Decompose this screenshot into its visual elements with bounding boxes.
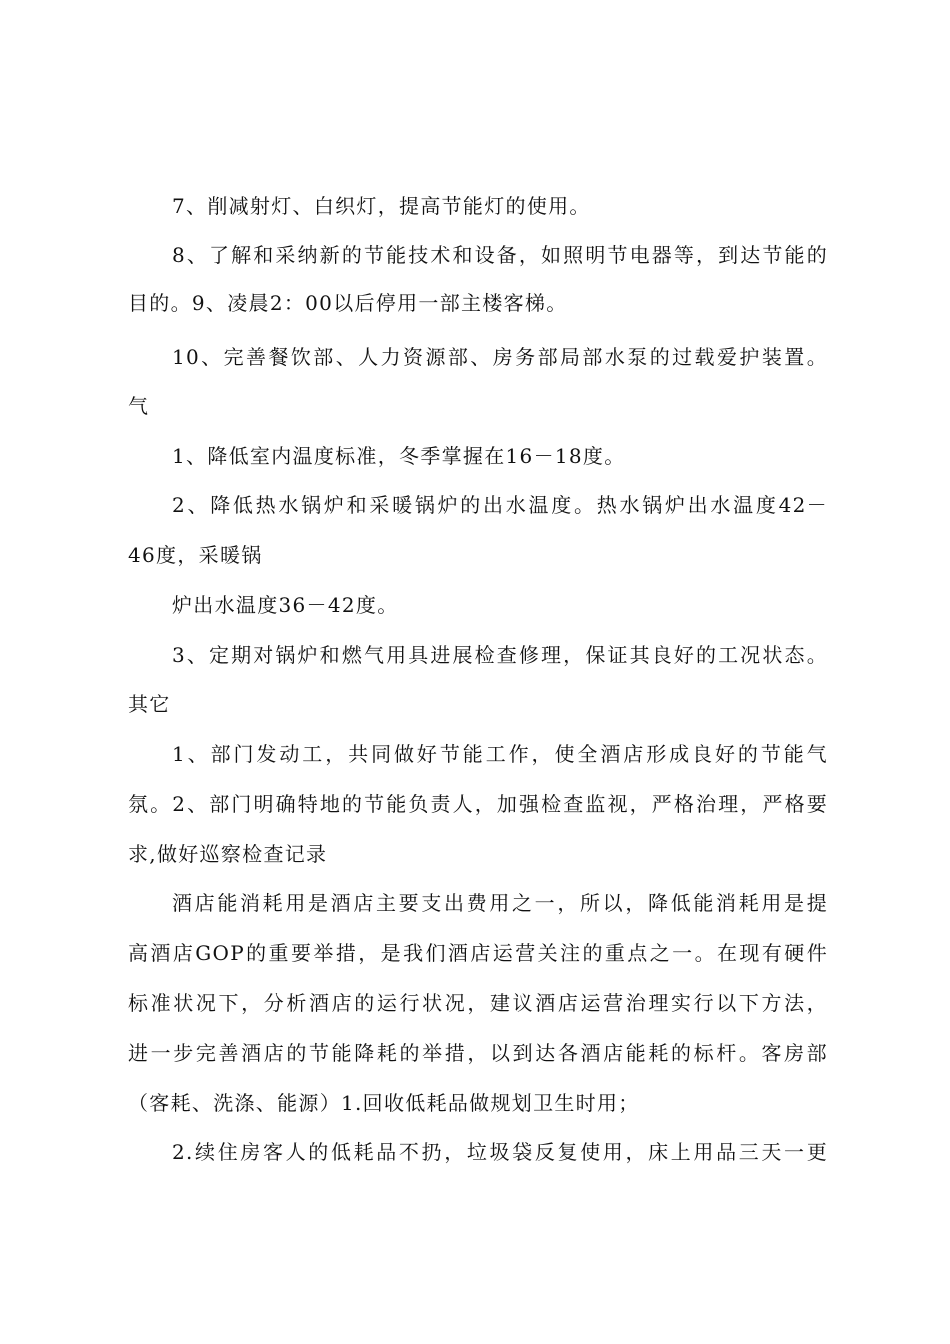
- text-line: 求,做好巡察检查记录: [128, 842, 328, 866]
- text-line: 酒店能消耗用是酒店主要支出费用之一，所以，降低能消耗用是提: [172, 891, 828, 915]
- text-line: 2、降低热水锅炉和采暖锅炉的出水温度。热水锅炉出水温度42－: [172, 493, 828, 517]
- text-line: 氛。2、部门明确特地的节能负责人，加强检查监视，严格治理，严格要: [128, 792, 828, 816]
- text-line: 8、了解和采纳新的节能技术和设备，如照明节电器等，到达节能的: [172, 243, 828, 267]
- text-line: 进一步完善酒店的节能降耗的举措，以到达各酒店能耗的标杆。客房部: [128, 1041, 828, 1065]
- text-line: 46度，采暖锅: [128, 543, 263, 567]
- text-line: 目的。9、凌晨2：00以后停用一部主楼客梯。: [128, 291, 568, 315]
- text-line: （客耗、洗涤、能源）1.回收低耗品做规划卫生时用；: [128, 1091, 640, 1115]
- text-line: 10、完善餐饮部、人力资源部、房务部局部水泵的过载爱护装置。: [172, 345, 828, 369]
- text-line: 高酒店GOP的重要举措，是我们酒店运营关注的重点之一。在现有硬件: [128, 941, 828, 965]
- text-line: 2.续住房客人的低耗品不扔，垃圾袋反复使用，床上用品三天一更: [172, 1140, 828, 1164]
- text-line: 炉出水温度36－42度。: [172, 593, 399, 617]
- text-line: 其它: [128, 692, 171, 716]
- text-line: 7、削减射灯、白织灯，提高节能灯的使用。: [172, 194, 591, 218]
- text-line: 气: [128, 394, 150, 418]
- text-line: 1、降低室内温度标准，冬季掌握在16－18度。: [172, 444, 626, 468]
- text-line: 3、定期对锅炉和燃气用具进展检查修理，保证其良好的工况状态。: [172, 643, 828, 667]
- text-line: 1、部门发动工，共同做好节能工作，使全酒店形成良好的节能气: [172, 742, 828, 766]
- text-line: 标准状况下，分析酒店的运行状况，建议酒店运营治理实行以下方法，: [128, 991, 828, 1015]
